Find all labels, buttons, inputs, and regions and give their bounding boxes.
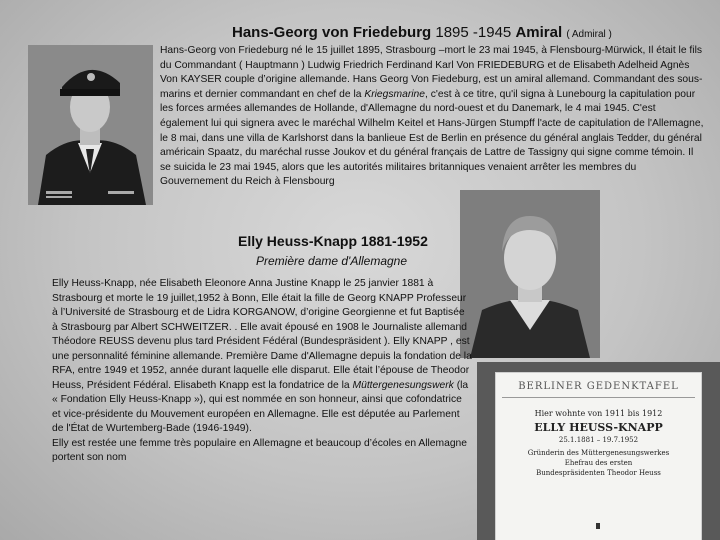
section2-bio-part3: Elly est restée une femme très populaire en Allemagne et beaucoup d’écoles en Allemagne portent son nom: [52, 437, 467, 463]
plaque-screw-mark: [596, 523, 600, 529]
plaque-line3: Ehefrau des ersten: [564, 459, 633, 467]
plaque-line4: Bundespräsidenten Theodor Heuss: [536, 469, 661, 477]
section1-title-name: Hans-Georg von Friedeburg: [232, 24, 432, 41]
section2-bio-part1: , née Elisabeth Eleonore Anna Justine Knapp le 25 janvier 1881 à Strasbourg et morte le 19 juillet,1952 à Bonn, Elle était la fille de Georg KNAPP Professeur à l’Université de Strasbourg et de Lidra KORGANOW, d’origine Georgienne et fut Baptisée à Strasbourg par Albert SCHWEITZER. . Elle avait épousé en 1908 le Journaliste allemand Théodore REUSS devenu plus tard Président Fédéral (Bundespräsident ). Elly KNAPP , est une personnalité féminine allemande. Première Dame d'Allemagne depuis la fondation de la RFA, entre 1949 et 1952, année durant laquelle elle disparut. Elle était l’épouse de Theodor Heuss, Président Fédéral. Elisabeth Knapp est la fondatrice de la: [52, 278, 472, 391]
section1-title-years: 1895 -1945: [435, 24, 512, 41]
section2-bio-italic: Müttergenesungswerk: [352, 379, 454, 391]
section1-bio-part2: , c'est à ce titre, qu'il signa à Lunebourg la capitulation pour les forces armées allemandes de Hollande, d'Allemagne du nord-ouest et du Danemark, le 4 mai 1945. C'est également lui qui signera avec le maréchal Wilhelm Keitel et Hans-Jürgen Stumpff l'acte de capitulation de l'Allemagne, le 8 mai, dans une villa de Karlshorst dans la banlieue Est de Berlin en présence du général anglais Tedder, du général américain Spaatz, du maréchal russe Joukov et du général français de Lattre de Tassigny qui signe comme témoin. Il se suicida le 23 mai 1945, alors que les autorités militaires britanniques venaient arrêter les membres du Gouvernement du Reich à Flensbourg: [160, 88, 704, 188]
plaque-line2: Gründerin des Müttergenesungswerkes: [527, 449, 670, 457]
memorial-plaque-board: [495, 372, 702, 540]
section2-biography: [52, 277, 472, 466]
plaque-divider: [502, 397, 695, 398]
section1-title-rank-note: ( Admiral ): [566, 29, 612, 40]
plaque-dates: 25.1.1881 – 19.7.1952: [558, 436, 639, 444]
section2-bio-name: Elly Heuss-Knapp: [52, 278, 134, 289]
section2-bio-part2: (la « Fondation Elly Heuss-Knapp »), qui est nommée en son honneur, ainsi que cofondatrice et vice-présidente du Mouvement européen en Allemagne. Elle est députée au Parlement de l'État de Wurtemberg-Bade (1946-1949).: [52, 379, 469, 434]
plaque-name: ELLY HEUSS-KNAPP: [534, 421, 663, 434]
section1-title-rank: Amiral: [515, 24, 563, 41]
section1-bio-part1: né le 15 juillet 1895, Strasbourg –mort le 23 mai 1945, à Flensbourg-Mürwick, Il était le fils du Commandant ( Hauptmann ) Ludwig Friedrich Ferdinand Karl Von FRIEDEBURG et de Elisabeth Adelheid Agnès Von KAYSER couple d’origine allemande. Hans Georg Von Fiedeburg, est un amiral allemand. Commandant des sous-marins et dernier commandant en chef de la: [160, 45, 703, 100]
section1-bio-italic: Kriegsmarine: [364, 88, 426, 100]
section1-biography: [160, 44, 705, 190]
section1-title: [232, 24, 712, 41]
section2-subtitle: Première dame d'Allemagne: [256, 254, 408, 268]
portrait-admiral-drawing: [28, 45, 153, 205]
portrait-photo-elly: [460, 190, 600, 358]
plaque-header: BERLINER GEDENKTAFEL: [518, 381, 679, 392]
portrait-elly-drawing: [460, 190, 600, 358]
plaque-line1: Hier wohnte von 1911 bis 1912: [534, 409, 663, 418]
memorial-plaque-photo: [477, 362, 720, 540]
portrait-photo-admiral: [28, 45, 153, 205]
section2-title: Elly Heuss-Knapp 1881-1952: [238, 233, 428, 249]
section1-bio-name: Hans-Georg von Friedeburg: [160, 45, 289, 56]
